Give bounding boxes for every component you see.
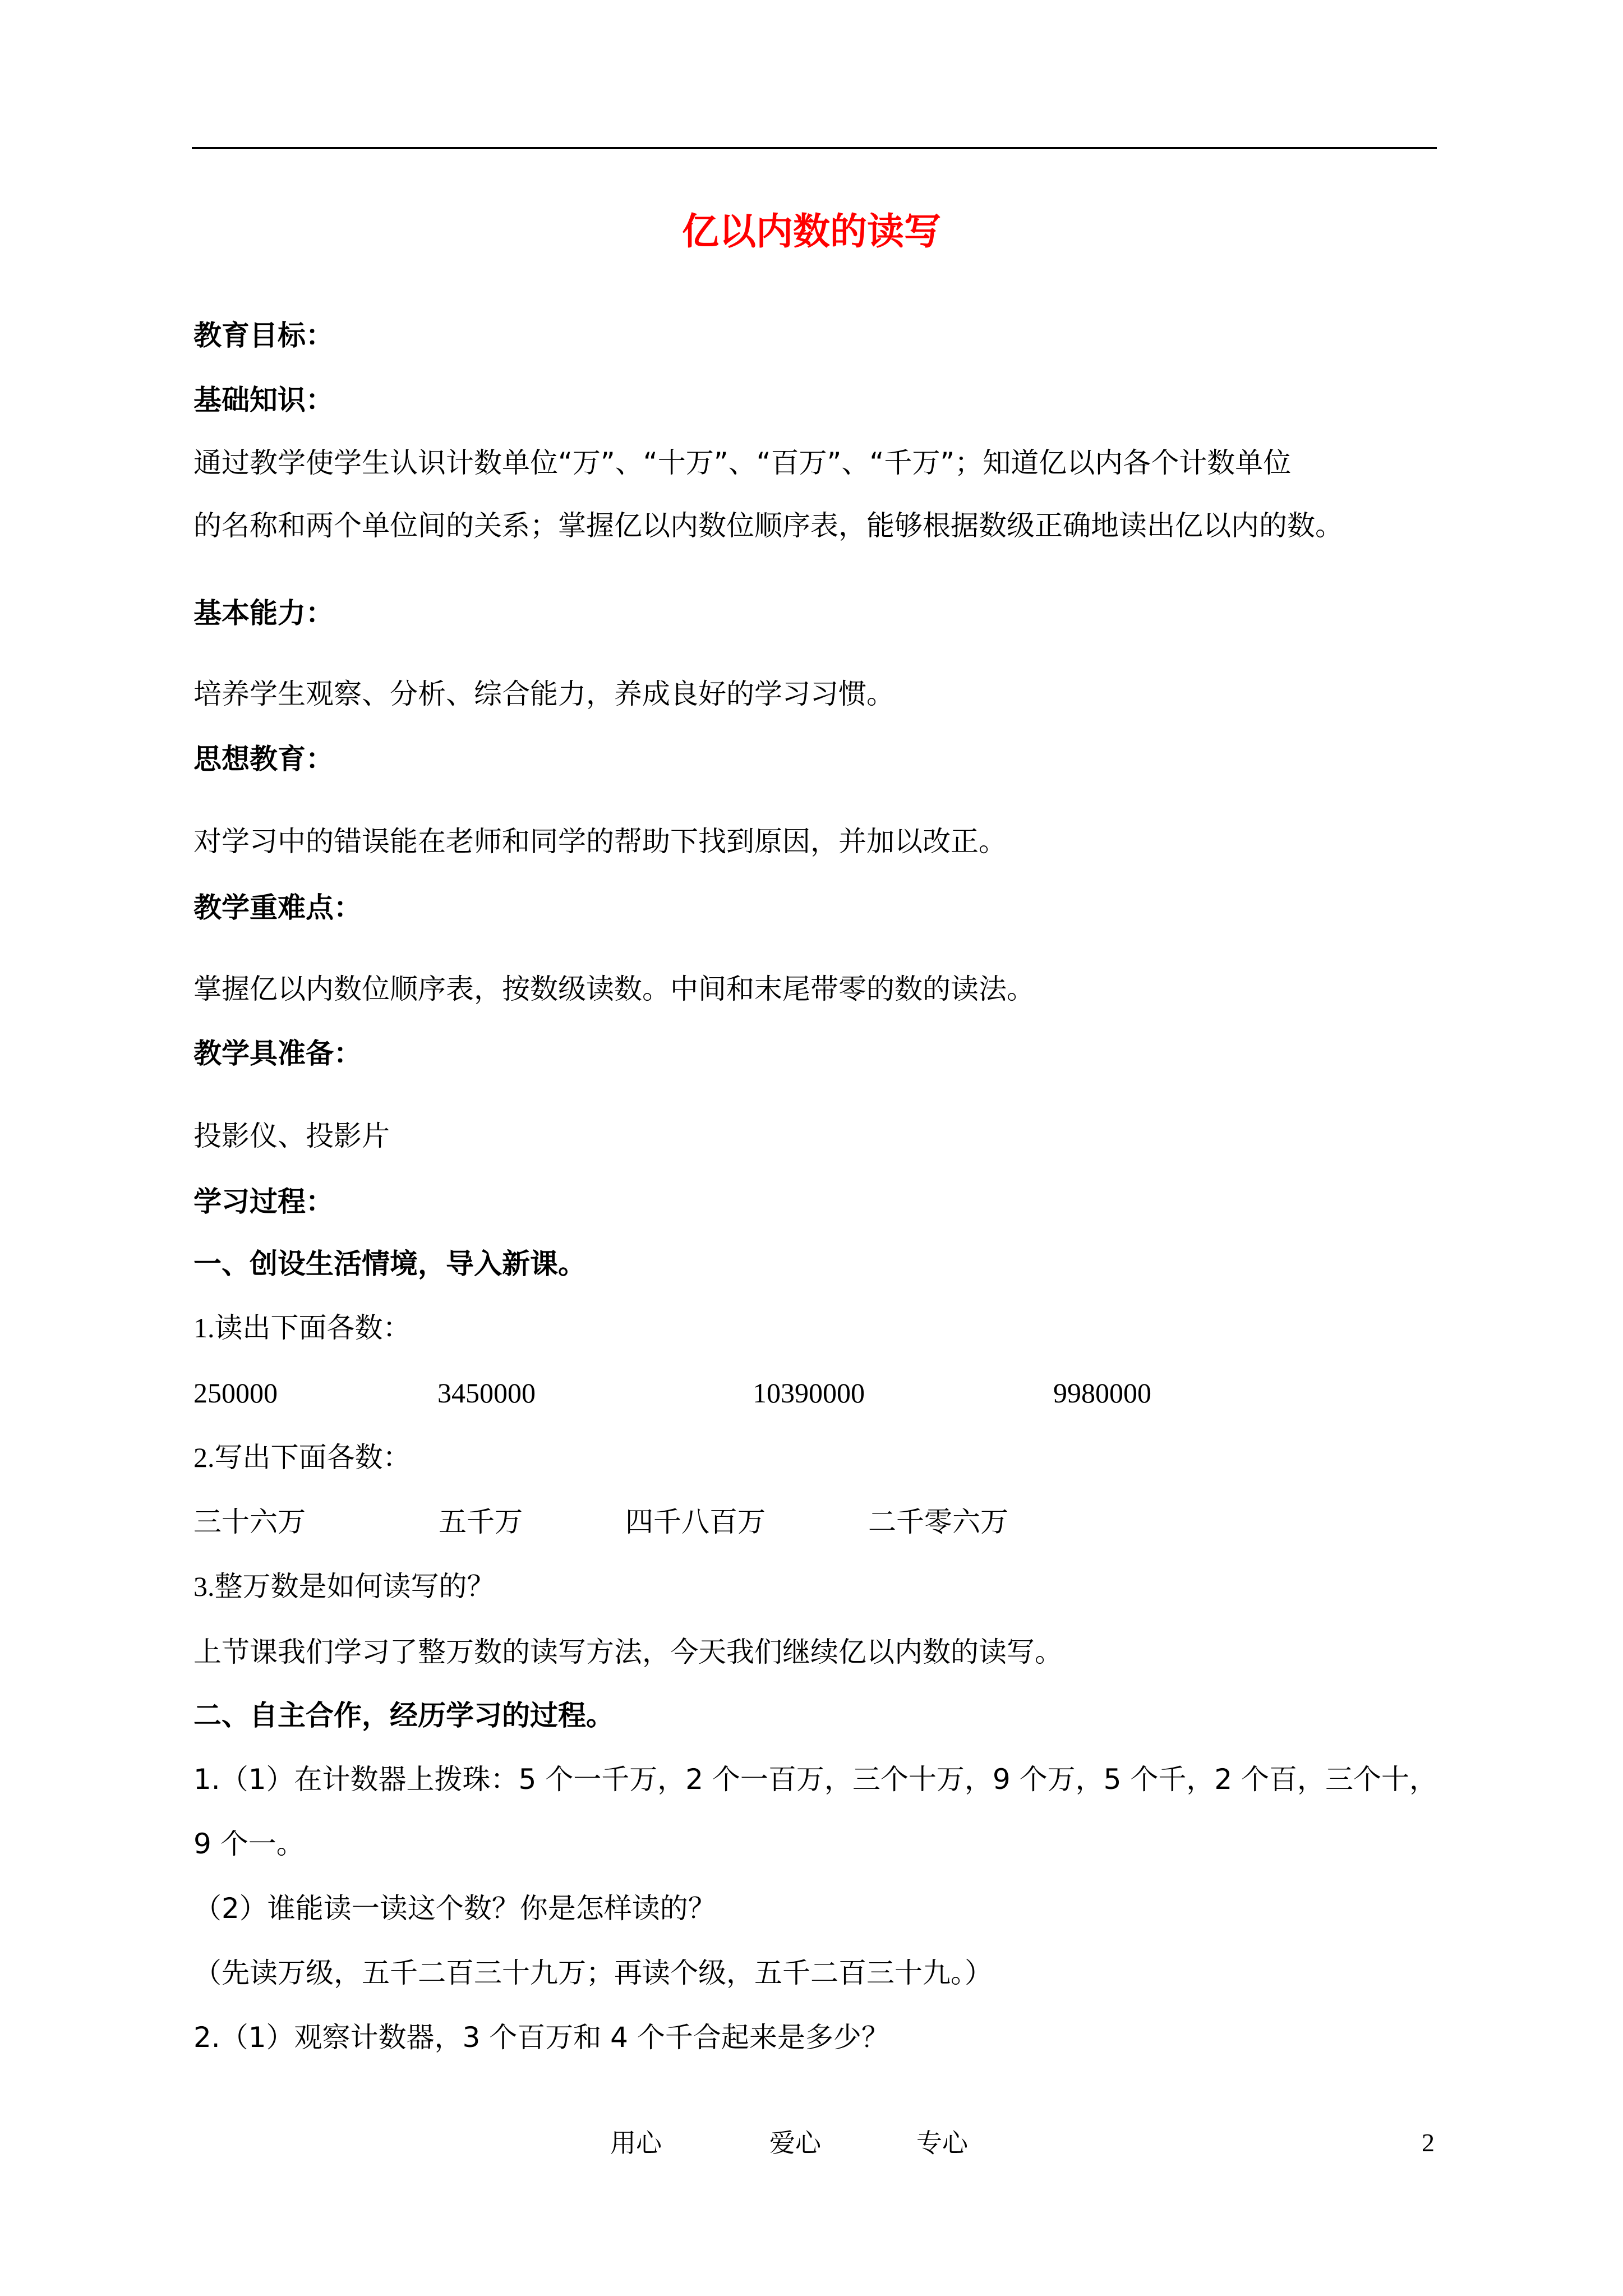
materials-text: 投影仪、投影片: [193, 1120, 390, 1152]
item2-number: 2.: [193, 1442, 215, 1473]
item1-number: 1.: [193, 1312, 215, 1343]
thought-heading: 思想教育：: [193, 743, 334, 775]
page-number: 2: [1422, 2128, 1435, 2157]
footer-word-3: 专心: [916, 2128, 968, 2158]
part1-heading: 一、创设生活情境，导入新课。: [193, 1248, 586, 1280]
materials-heading: 教学具准备：: [193, 1037, 362, 1070]
part2-heading: 二、自主合作，经历学习的过程。: [193, 1699, 614, 1732]
read-number-2: 3450000: [437, 1377, 536, 1409]
read-number-3: 10390000: [753, 1377, 865, 1409]
item3-text: 整万数是如何读写的？: [214, 1570, 495, 1603]
thought-text: 对学习中的错误能在老师和同学的帮助下找到原因，并加以改正。: [193, 825, 1007, 858]
key-points-heading: 教学重难点：: [193, 891, 362, 924]
footer-word-2: 爱心: [769, 2128, 821, 2158]
ability-heading: 基本能力：: [193, 597, 334, 629]
part2-item1-line2: 9 个一。: [193, 1828, 305, 1860]
write-number-3: 四千八百万: [625, 1506, 766, 1538]
item1-text: 读出下面各数：: [214, 1312, 411, 1344]
read-number-4: 9980000: [1053, 1377, 1151, 1409]
item3: [193, 1570, 495, 1603]
part2-item1-line1: 1.（1）在计数器上拨珠：5 个一千万，2 个一百万，三个十万，9 个万，5 个千，2 个百，三个十，: [193, 1763, 1438, 1796]
write-number-2: 五千万: [439, 1506, 523, 1538]
read-number-1: 250000: [193, 1377, 278, 1409]
basic-knowledge-line2: 的名称和两个单位间的关系；掌握亿以内数位顺序表，能够根据数级正确地读出亿以内的数。: [193, 509, 1343, 542]
basic-knowledge-heading: 基础知识：: [193, 384, 334, 416]
transition-text: 上节课我们学习了整万数的读写方法，今天我们继续亿以内数的读写。: [193, 1636, 1063, 1668]
part2-item1-answer: （先读万级，五千二百三十九万；再读个级，五千二百三十九。）: [193, 1957, 993, 1989]
item3-number: 3.: [193, 1571, 215, 1602]
part2-item2-line1: 2.（1）观察计数器，3 个百万和 4 个千合起来是多少？: [193, 2021, 889, 2054]
basic-knowledge-line1: 通过教学使学生认识计数单位“万”、“十万”、“百万”、“千万”；知道亿以内各个计数单位: [193, 447, 1292, 479]
item2-text: 写出下面各数：: [214, 1441, 411, 1474]
write-number-1: 三十六万: [193, 1506, 306, 1538]
item1: [193, 1314, 411, 1342]
part2-item1-sub2: （2）谁能读一读这个数？你是怎样读的？: [193, 1892, 716, 1925]
write-number-4: 二千零六万: [868, 1506, 1008, 1538]
document-title: 亿以内数的读写: [682, 210, 941, 253]
goal-heading: 教育目标：: [193, 319, 334, 352]
item2: [193, 1441, 411, 1474]
process-heading: 学习过程：: [193, 1185, 334, 1218]
ability-text: 培养学生观察、分析、综合能力，养成良好的学习习惯。: [193, 678, 895, 710]
header-rule: [192, 147, 1437, 149]
footer-word-1: 用心: [610, 2128, 662, 2158]
key-points-text: 掌握亿以内数位顺序表，按数级读数。中间和末尾带零的数的读法。: [193, 973, 1035, 1005]
